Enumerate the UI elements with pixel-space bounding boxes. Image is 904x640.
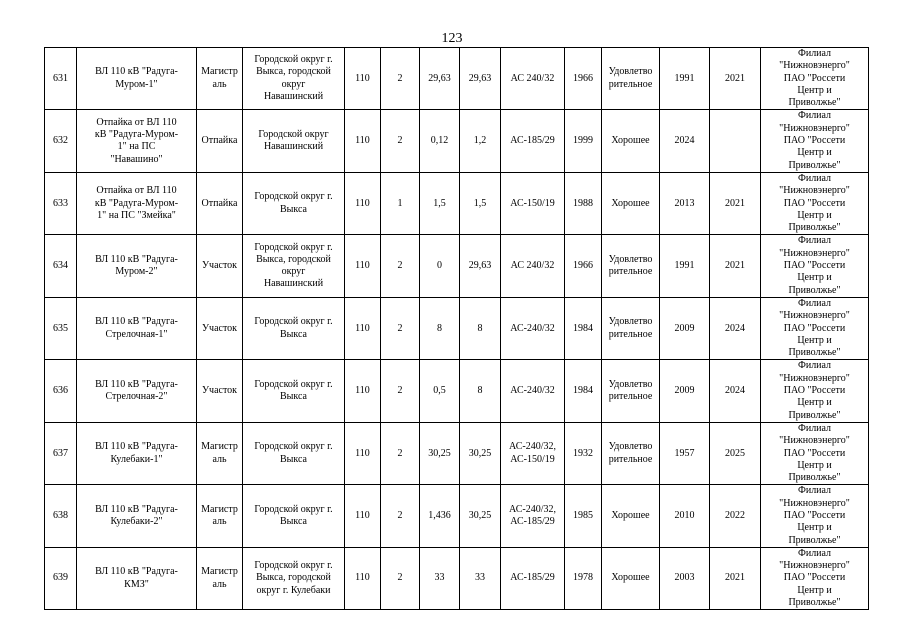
repair-year-cell: 2024 bbox=[660, 110, 710, 172]
owner-cell: Филиал "Нижновэнерго" ПАО "Россети Центр и Приволжье" bbox=[761, 172, 869, 234]
line-type-cell: Участок bbox=[197, 360, 243, 422]
condition-cell: Удовлетво рительное bbox=[602, 48, 660, 110]
location-cell: Городской округ г. Выкса bbox=[243, 360, 345, 422]
planned-year-cell: 2022 bbox=[710, 485, 761, 547]
total-length-cell: 30,25 bbox=[460, 422, 501, 484]
total-length-cell: 1,2 bbox=[460, 110, 501, 172]
page-number: 123 bbox=[441, 31, 463, 46]
row-number-cell: 632 bbox=[45, 110, 77, 172]
repair-year-cell: 1957 bbox=[660, 422, 710, 484]
wire-brand-cell: АС-185/29 bbox=[501, 547, 565, 609]
line-name-cell: ВЛ 110 кВ "Радуга- Муром-2" bbox=[77, 235, 197, 297]
year-built-cell: 1985 bbox=[565, 485, 602, 547]
row-number-cell: 638 bbox=[45, 485, 77, 547]
condition-cell: Удовлетво рительное bbox=[602, 235, 660, 297]
circuits-cell: 2 bbox=[381, 422, 420, 484]
section-length-cell: 0,5 bbox=[420, 360, 460, 422]
condition-cell: Хорошее bbox=[602, 547, 660, 609]
table-row bbox=[45, 547, 869, 609]
wire-brand-cell: АС 240/32 bbox=[501, 48, 565, 110]
table-body bbox=[45, 48, 869, 610]
year-built-cell: 1978 bbox=[565, 547, 602, 609]
location-cell: Городской округ г. Выкса bbox=[243, 172, 345, 234]
repair-year-cell: 1991 bbox=[660, 235, 710, 297]
total-length-cell: 1,5 bbox=[460, 172, 501, 234]
line-type-cell: Отпайка bbox=[197, 110, 243, 172]
total-length-cell: 29,63 bbox=[460, 235, 501, 297]
line-type-cell: Магистр аль bbox=[197, 48, 243, 110]
row-number-cell: 633 bbox=[45, 172, 77, 234]
line-name-cell: Отпайка от ВЛ 110 кВ "Радуга-Муром- 1" на ПС "Навашино" bbox=[77, 110, 197, 172]
condition-cell: Хорошее bbox=[602, 110, 660, 172]
line-type-cell: Магистр аль bbox=[197, 485, 243, 547]
section-length-cell: 8 bbox=[420, 297, 460, 359]
owner-cell: Филиал "Нижновэнерго" ПАО "Россети Центр и Приволжье" bbox=[761, 110, 869, 172]
section-length-cell: 33 bbox=[420, 547, 460, 609]
circuits-cell: 2 bbox=[381, 485, 420, 547]
location-cell: Городской округ г. Выкса, городской округ Навашинский bbox=[243, 48, 345, 110]
line-type-cell: Участок bbox=[197, 297, 243, 359]
location-cell: Городской округ г. Выкса bbox=[243, 422, 345, 484]
voltage-cell: 110 bbox=[345, 547, 381, 609]
repair-year-cell: 1991 bbox=[660, 48, 710, 110]
owner-cell: Филиал "Нижновэнерго" ПАО "Россети Центр и Приволжье" bbox=[761, 48, 869, 110]
line-name-cell: ВЛ 110 кВ "Радуга- Кулебаки-2" bbox=[77, 485, 197, 547]
year-built-cell: 1966 bbox=[565, 235, 602, 297]
location-cell: Городской округ г. Выкса bbox=[243, 297, 345, 359]
section-length-cell: 1,5 bbox=[420, 172, 460, 234]
row-number-cell: 635 bbox=[45, 297, 77, 359]
row-number-cell: 631 bbox=[45, 48, 77, 110]
total-length-cell: 30,25 bbox=[460, 485, 501, 547]
total-length-cell: 8 bbox=[460, 360, 501, 422]
wire-brand-cell: АС-240/32 bbox=[501, 360, 565, 422]
line-name-cell: ВЛ 110 кВ "Радуга- Стрелочная-2" bbox=[77, 360, 197, 422]
line-name-cell: ВЛ 110 кВ "Радуга- КМЗ" bbox=[77, 547, 197, 609]
circuits-cell: 1 bbox=[381, 172, 420, 234]
table-row bbox=[45, 110, 869, 172]
year-built-cell: 1988 bbox=[565, 172, 602, 234]
voltage-cell: 110 bbox=[345, 235, 381, 297]
total-length-cell: 29,63 bbox=[460, 48, 501, 110]
circuits-cell: 2 bbox=[381, 547, 420, 609]
table-row bbox=[45, 360, 869, 422]
owner-cell: Филиал "Нижновэнерго" ПАО "Россети Центр и Приволжье" bbox=[761, 547, 869, 609]
year-built-cell: 1984 bbox=[565, 297, 602, 359]
section-length-cell: 30,25 bbox=[420, 422, 460, 484]
row-number-cell: 639 bbox=[45, 547, 77, 609]
line-type-cell: Магистр аль bbox=[197, 547, 243, 609]
total-length-cell: 8 bbox=[460, 297, 501, 359]
section-length-cell: 1,436 bbox=[420, 485, 460, 547]
owner-cell: Филиал "Нижновэнерго" ПАО "Россети Центр и Приволжье" bbox=[761, 235, 869, 297]
planned-year-cell: 2021 bbox=[710, 235, 761, 297]
circuits-cell: 2 bbox=[381, 297, 420, 359]
planned-year-cell: 2021 bbox=[710, 48, 761, 110]
condition-cell: Удовлетво рительное bbox=[602, 360, 660, 422]
location-cell: Городской округ г. Выкса, городской округ Навашинский bbox=[243, 235, 345, 297]
voltage-cell: 110 bbox=[345, 422, 381, 484]
wire-brand-cell: АС 240/32 bbox=[501, 235, 565, 297]
line-type-cell: Магистр аль bbox=[197, 422, 243, 484]
voltage-cell: 110 bbox=[345, 110, 381, 172]
condition-cell: Хорошее bbox=[602, 485, 660, 547]
location-cell: Городской округ г. Выкса bbox=[243, 485, 345, 547]
row-number-cell: 634 bbox=[45, 235, 77, 297]
table-row bbox=[45, 48, 869, 110]
voltage-cell: 110 bbox=[345, 297, 381, 359]
power-lines-table bbox=[44, 47, 869, 610]
voltage-cell: 110 bbox=[345, 172, 381, 234]
table-row bbox=[45, 235, 869, 297]
table-row bbox=[45, 422, 869, 484]
line-name-cell: Отпайка от ВЛ 110 кВ "Радуга-Муром- 1" на ПС "Змейка" bbox=[77, 172, 197, 234]
year-built-cell: 1984 bbox=[565, 360, 602, 422]
planned-year-cell: 2024 bbox=[710, 360, 761, 422]
section-length-cell: 0 bbox=[420, 235, 460, 297]
planned-year-cell: 2025 bbox=[710, 422, 761, 484]
wire-brand-cell: АС-240/32, АС-185/29 bbox=[501, 485, 565, 547]
owner-cell: Филиал "Нижновэнерго" ПАО "Россети Центр и Приволжье" bbox=[761, 422, 869, 484]
line-type-cell: Участок bbox=[197, 235, 243, 297]
wire-brand-cell: АС-240/32, АС-150/19 bbox=[501, 422, 565, 484]
owner-cell: Филиал "Нижновэнерго" ПАО "Россети Центр и Приволжье" bbox=[761, 485, 869, 547]
section-length-cell: 29,63 bbox=[420, 48, 460, 110]
voltage-cell: 110 bbox=[345, 360, 381, 422]
line-name-cell: ВЛ 110 кВ "Радуга- Стрелочная-1" bbox=[77, 297, 197, 359]
table-row bbox=[45, 172, 869, 234]
planned-year-cell bbox=[710, 110, 761, 172]
planned-year-cell: 2021 bbox=[710, 547, 761, 609]
table-row bbox=[45, 297, 869, 359]
repair-year-cell: 2009 bbox=[660, 360, 710, 422]
year-built-cell: 1966 bbox=[565, 48, 602, 110]
row-number-cell: 637 bbox=[45, 422, 77, 484]
table-row bbox=[45, 485, 869, 547]
circuits-cell: 2 bbox=[381, 110, 420, 172]
location-cell: Городской округ Навашинский bbox=[243, 110, 345, 172]
line-name-cell: ВЛ 110 кВ "Радуга- Кулебаки-1" bbox=[77, 422, 197, 484]
circuits-cell: 2 bbox=[381, 360, 420, 422]
condition-cell: Хорошее bbox=[602, 172, 660, 234]
owner-cell: Филиал "Нижновэнерго" ПАО "Россети Центр и Приволжье" bbox=[761, 297, 869, 359]
condition-cell: Удовлетво рительное bbox=[602, 422, 660, 484]
condition-cell: Удовлетво рительное bbox=[602, 297, 660, 359]
row-number-cell: 636 bbox=[45, 360, 77, 422]
repair-year-cell: 2003 bbox=[660, 547, 710, 609]
voltage-cell: 110 bbox=[345, 485, 381, 547]
year-built-cell: 1999 bbox=[565, 110, 602, 172]
total-length-cell: 33 bbox=[460, 547, 501, 609]
wire-brand-cell: АС-150/19 bbox=[501, 172, 565, 234]
circuits-cell: 2 bbox=[381, 48, 420, 110]
section-length-cell: 0,12 bbox=[420, 110, 460, 172]
location-cell: Городской округ г. Выкса, городской округ г. Кулебаки bbox=[243, 547, 345, 609]
owner-cell: Филиал "Нижновэнерго" ПАО "Россети Центр и Приволжье" bbox=[761, 360, 869, 422]
line-name-cell: ВЛ 110 кВ "Радуга- Муром-1" bbox=[77, 48, 197, 110]
voltage-cell: 110 bbox=[345, 48, 381, 110]
repair-year-cell: 2009 bbox=[660, 297, 710, 359]
planned-year-cell: 2021 bbox=[710, 172, 761, 234]
repair-year-cell: 2010 bbox=[660, 485, 710, 547]
circuits-cell: 2 bbox=[381, 235, 420, 297]
planned-year-cell: 2024 bbox=[710, 297, 761, 359]
line-type-cell: Отпайка bbox=[197, 172, 243, 234]
wire-brand-cell: АС-240/32 bbox=[501, 297, 565, 359]
year-built-cell: 1932 bbox=[565, 422, 602, 484]
repair-year-cell: 2013 bbox=[660, 172, 710, 234]
wire-brand-cell: АС-185/29 bbox=[501, 110, 565, 172]
